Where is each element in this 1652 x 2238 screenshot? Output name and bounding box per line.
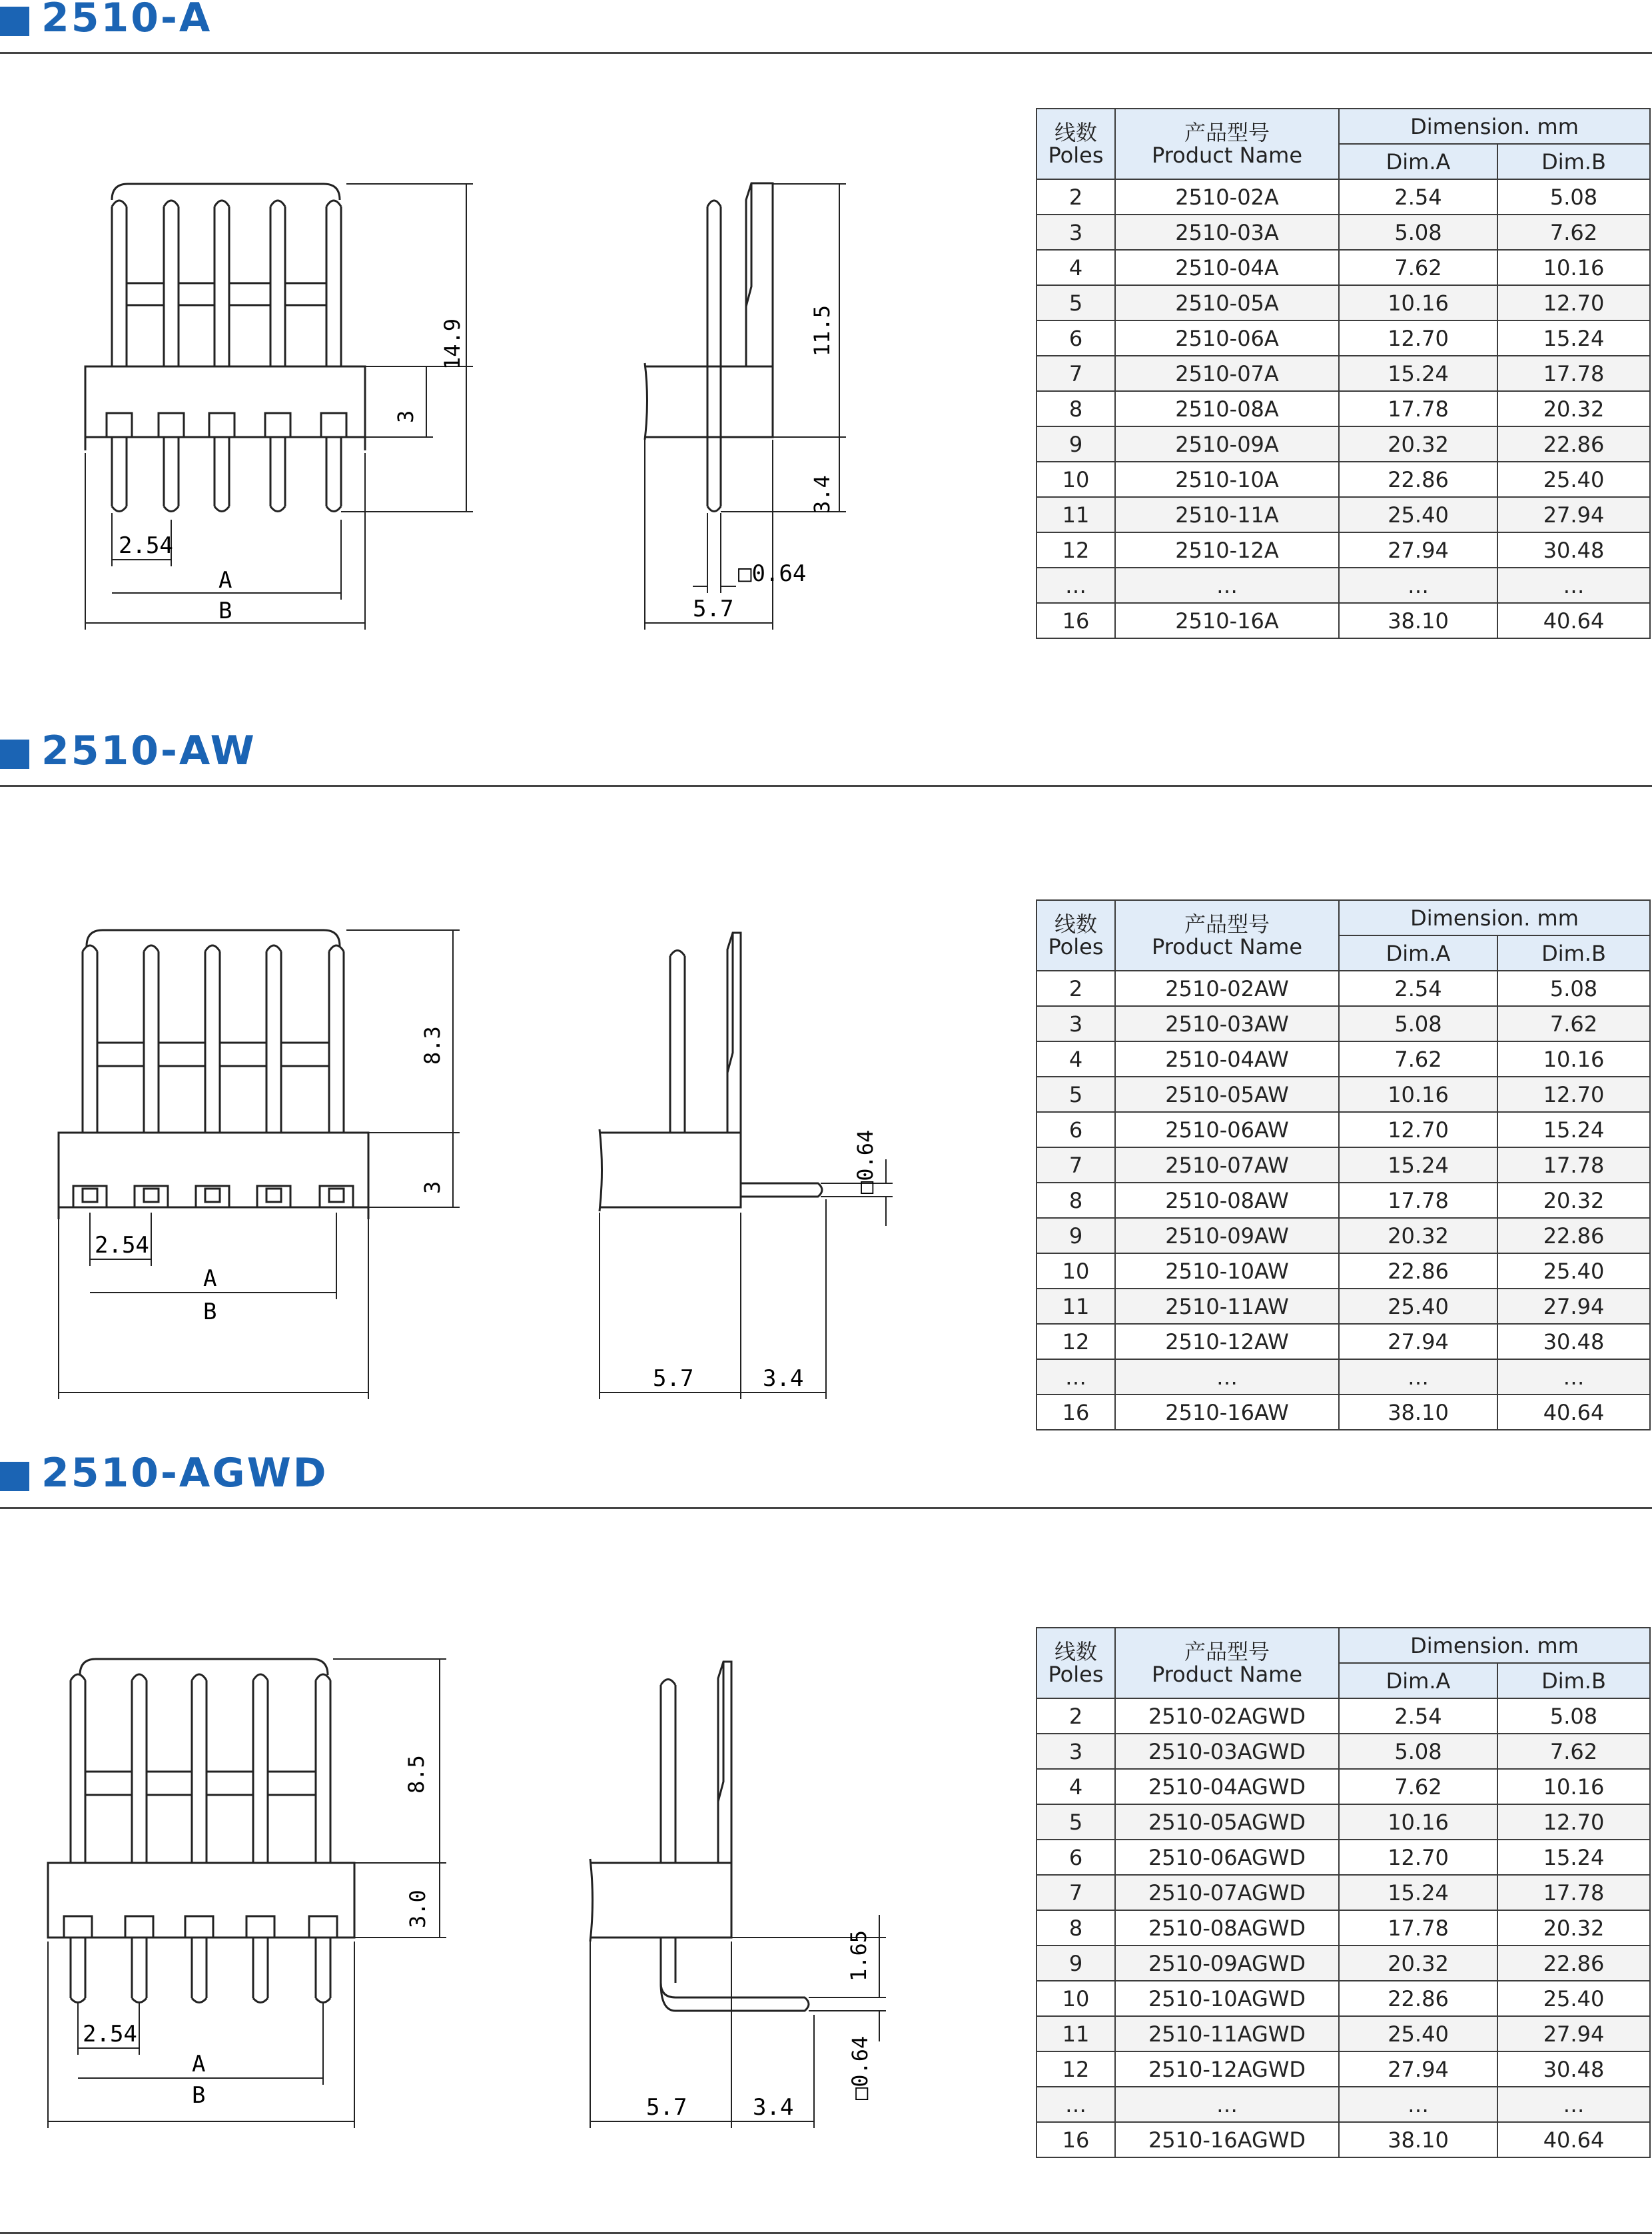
table-row bbox=[1036, 250, 1650, 285]
section-title: 2510-AGWD bbox=[41, 1450, 328, 1496]
table-row bbox=[1036, 179, 1650, 215]
cell-dim-b: 20.32 bbox=[1497, 1910, 1650, 1946]
section-title: 2510-A bbox=[41, 0, 212, 41]
cell-dim-a: 22.86 bbox=[1339, 1253, 1497, 1289]
cell-dim-b: 25.40 bbox=[1497, 1253, 1650, 1289]
cell-dim-b: 40.64 bbox=[1497, 603, 1650, 638]
table-row bbox=[1036, 320, 1650, 356]
table-row bbox=[1036, 2122, 1650, 2157]
header-dim-b: Dim.B bbox=[1497, 144, 1650, 179]
cell-dim-b: 15.24 bbox=[1497, 1840, 1650, 1875]
cell-product-name: 2510-06AW bbox=[1115, 1112, 1339, 1147]
cell-poles: 7 bbox=[1036, 1147, 1115, 1183]
cell-product-name: 2510-11A bbox=[1115, 497, 1339, 532]
cell-dim-a: 27.94 bbox=[1339, 532, 1497, 568]
cell-poles: 9 bbox=[1036, 1218, 1115, 1253]
dim-base-height: 3 bbox=[393, 410, 418, 423]
cell-dim-b: 30.48 bbox=[1497, 532, 1650, 568]
dim-pin-square: □0.64 bbox=[847, 2035, 873, 2100]
table-row bbox=[1036, 2051, 1650, 2087]
cell-dim-a: 25.40 bbox=[1339, 2016, 1497, 2051]
cell-dim-b: 27.94 bbox=[1497, 497, 1650, 532]
table-row bbox=[1036, 1253, 1650, 1289]
cell-dim-b: 5.08 bbox=[1497, 179, 1650, 215]
header-dim-b: Dim.B bbox=[1497, 1663, 1650, 1698]
table-row bbox=[1036, 1698, 1650, 1734]
cell-product-name: 2510-07AW bbox=[1115, 1147, 1339, 1183]
header-dim-a: Dim.A bbox=[1339, 935, 1497, 971]
dim-upper-height: 11.5 bbox=[809, 304, 835, 356]
table-row bbox=[1036, 603, 1650, 638]
table-body bbox=[1036, 179, 1650, 638]
cell-poles: 10 bbox=[1036, 462, 1115, 497]
section-2510-agwd bbox=[0, 1450, 1652, 2181]
header-dimension: Dimension. mm bbox=[1339, 1628, 1650, 1663]
section-header bbox=[0, 1450, 1652, 1510]
cell-product-name: 2510-04AW bbox=[1115, 1041, 1339, 1077]
cell-product-name: 2510-12AW bbox=[1115, 1324, 1339, 1359]
table-row bbox=[1036, 1981, 1650, 2016]
dim-a: A bbox=[192, 2051, 206, 2077]
dim-upper-height: 8.5 bbox=[404, 1755, 429, 1794]
table-body bbox=[1036, 1698, 1650, 2157]
section-divider bbox=[0, 52, 1652, 54]
cell-dim-b: … bbox=[1497, 2087, 1650, 2122]
cell-poles: 12 bbox=[1036, 532, 1115, 568]
cell-dim-a: 7.62 bbox=[1339, 250, 1497, 285]
cell-poles: 16 bbox=[1036, 603, 1115, 638]
section-2510-aw bbox=[0, 728, 1652, 1459]
cell-product-name: 2510-07A bbox=[1115, 356, 1339, 391]
table-row bbox=[1036, 497, 1650, 532]
cell-dim-b: 17.78 bbox=[1497, 1875, 1650, 1910]
cell-dim-b: 30.48 bbox=[1497, 2051, 1650, 2087]
table-row bbox=[1036, 1147, 1650, 1183]
cell-product-name: 2510-02AGWD bbox=[1115, 1698, 1339, 1734]
cell-dim-a: 2.54 bbox=[1339, 179, 1497, 215]
cell-product-name: 2510-12AGWD bbox=[1115, 2051, 1339, 2087]
dim-b: B bbox=[192, 2082, 206, 2109]
cell-dim-b: 10.16 bbox=[1497, 1769, 1650, 1804]
cell-dim-a: 38.10 bbox=[1339, 1395, 1497, 1430]
section-header bbox=[0, 0, 1652, 55]
cell-poles: 3 bbox=[1036, 1006, 1115, 1041]
cell-poles: … bbox=[1036, 2087, 1115, 2122]
cell-poles: 16 bbox=[1036, 2122, 1115, 2157]
dim-depth: 5.7 bbox=[646, 2094, 687, 2121]
cell-product-name: 2510-16AW bbox=[1115, 1395, 1339, 1430]
dim-depth: 5.7 bbox=[653, 1365, 694, 1392]
cell-dim-a: 5.08 bbox=[1339, 1006, 1497, 1041]
table-row bbox=[1036, 356, 1650, 391]
cell-product-name: 2510-08AW bbox=[1115, 1183, 1339, 1218]
cell-poles: 7 bbox=[1036, 1875, 1115, 1910]
cell-dim-a: 12.70 bbox=[1339, 1840, 1497, 1875]
cell-dim-b: 7.62 bbox=[1497, 1734, 1650, 1769]
cell-product-name: 2510-11AGWD bbox=[1115, 2016, 1339, 2051]
cell-dim-a: 38.10 bbox=[1339, 2122, 1497, 2157]
cell-dim-b: 22.86 bbox=[1497, 1946, 1650, 1981]
dim-upper-height: 8.3 bbox=[420, 1026, 445, 1065]
cell-poles: … bbox=[1036, 1359, 1115, 1395]
cell-product-name: … bbox=[1115, 2087, 1339, 2122]
cell-product-name: 2510-06AGWD bbox=[1115, 1840, 1339, 1875]
cell-poles: 11 bbox=[1036, 1289, 1115, 1324]
cell-product-name: … bbox=[1115, 1359, 1339, 1395]
cell-dim-b: 25.40 bbox=[1497, 462, 1650, 497]
cell-dim-b: 20.32 bbox=[1497, 391, 1650, 426]
cell-poles: 4 bbox=[1036, 250, 1115, 285]
cell-dim-a: 12.70 bbox=[1339, 320, 1497, 356]
cell-product-name: 2510-05AW bbox=[1115, 1077, 1339, 1112]
cell-poles: 11 bbox=[1036, 2016, 1115, 2051]
cell-poles: 16 bbox=[1036, 1395, 1115, 1430]
header-product-name: 产品型号 Product Name bbox=[1115, 900, 1339, 971]
cell-product-name: 2510-04AGWD bbox=[1115, 1769, 1339, 1804]
cell-dim-a: 17.78 bbox=[1339, 1910, 1497, 1946]
cell-dim-b: 40.64 bbox=[1497, 1395, 1650, 1430]
spec-table bbox=[1036, 108, 1651, 639]
cell-poles: 3 bbox=[1036, 215, 1115, 250]
table-row bbox=[1036, 1041, 1650, 1077]
cell-poles: 10 bbox=[1036, 1253, 1115, 1289]
table-row bbox=[1036, 1910, 1650, 1946]
dim-base-height: 3.0 bbox=[405, 1890, 430, 1928]
cell-dim-b: 27.94 bbox=[1497, 1289, 1650, 1324]
cell-product-name: 2510-03AGWD bbox=[1115, 1734, 1339, 1769]
cell-product-name: 2510-16AGWD bbox=[1115, 2122, 1339, 2157]
section-header bbox=[0, 728, 1652, 788]
cell-dim-b: 7.62 bbox=[1497, 215, 1650, 250]
dim-a: A bbox=[203, 1265, 217, 1292]
cell-product-name: 2510-03AW bbox=[1115, 1006, 1339, 1041]
table-row bbox=[1036, 1804, 1650, 1840]
cell-dim-b: 15.24 bbox=[1497, 1112, 1650, 1147]
cell-poles: 5 bbox=[1036, 285, 1115, 320]
cell-dim-a: 15.24 bbox=[1339, 356, 1497, 391]
cell-product-name: 2510-09AGWD bbox=[1115, 1946, 1339, 1981]
table-row bbox=[1036, 285, 1650, 320]
cell-dim-a: 2.54 bbox=[1339, 1698, 1497, 1734]
cell-dim-a: … bbox=[1339, 568, 1497, 603]
dim-a: A bbox=[218, 567, 232, 594]
header-dim-a: Dim.A bbox=[1339, 1663, 1497, 1698]
dim-tail: 3.4 bbox=[753, 2094, 794, 2121]
cell-product-name: 2510-05A bbox=[1115, 285, 1339, 320]
section-2510-a bbox=[0, 0, 1652, 726]
cell-product-name: 2510-08AGWD bbox=[1115, 1910, 1339, 1946]
cell-dim-a: 7.62 bbox=[1339, 1041, 1497, 1077]
cell-poles: 3 bbox=[1036, 1734, 1115, 1769]
table-row bbox=[1036, 1395, 1650, 1430]
header-product-name: 产品型号 Product Name bbox=[1115, 109, 1339, 179]
cell-dim-a: 5.08 bbox=[1339, 1734, 1497, 1769]
cell-dim-b: … bbox=[1497, 1359, 1650, 1395]
cell-dim-b: 27.94 bbox=[1497, 2016, 1650, 2051]
table-row bbox=[1036, 1769, 1650, 1804]
cell-poles: 5 bbox=[1036, 1077, 1115, 1112]
table-row bbox=[1036, 215, 1650, 250]
cell-poles: 11 bbox=[1036, 497, 1115, 532]
cell-product-name: 2510-02A bbox=[1115, 179, 1339, 215]
table-body bbox=[1036, 971, 1650, 1430]
dim-b: B bbox=[203, 1299, 217, 1325]
table-row bbox=[1036, 1077, 1650, 1112]
table-row bbox=[1036, 971, 1650, 1006]
cell-dim-b: 10.16 bbox=[1497, 250, 1650, 285]
cell-dim-a: 7.62 bbox=[1339, 1769, 1497, 1804]
cell-product-name: 2510-10AW bbox=[1115, 1253, 1339, 1289]
cell-dim-a: 20.32 bbox=[1339, 1946, 1497, 1981]
cell-dim-a: 25.40 bbox=[1339, 497, 1497, 532]
cell-product-name: 2510-07AGWD bbox=[1115, 1875, 1339, 1910]
cell-product-name: 2510-02AW bbox=[1115, 971, 1339, 1006]
cell-poles: 9 bbox=[1036, 1946, 1115, 1981]
cell-dim-a: 20.32 bbox=[1339, 426, 1497, 462]
cell-dim-b: 5.08 bbox=[1497, 971, 1650, 1006]
cell-dim-a: 17.78 bbox=[1339, 391, 1497, 426]
cell-poles: 2 bbox=[1036, 971, 1115, 1006]
cell-product-name: 2510-09A bbox=[1115, 426, 1339, 462]
header-dimension: Dimension. mm bbox=[1339, 900, 1650, 935]
spec-table bbox=[1036, 899, 1651, 1430]
cell-dim-b: 10.16 bbox=[1497, 1041, 1650, 1077]
cell-product-name: 2510-06A bbox=[1115, 320, 1339, 356]
cell-product-name: 2510-10AGWD bbox=[1115, 1981, 1339, 2016]
cell-dim-a: 38.10 bbox=[1339, 603, 1497, 638]
table-row bbox=[1036, 2087, 1650, 2122]
cell-poles: 5 bbox=[1036, 1804, 1115, 1840]
cell-dim-b: 15.24 bbox=[1497, 320, 1650, 356]
table-row bbox=[1036, 426, 1650, 462]
table-row bbox=[1036, 1359, 1650, 1395]
cell-poles: 6 bbox=[1036, 320, 1115, 356]
cell-poles: 2 bbox=[1036, 1698, 1115, 1734]
cell-poles: 6 bbox=[1036, 1840, 1115, 1875]
cell-product-name: 2510-09AW bbox=[1115, 1218, 1339, 1253]
dim-b: B bbox=[218, 598, 232, 624]
header-dimension: Dimension. mm bbox=[1339, 109, 1650, 144]
cell-poles: 8 bbox=[1036, 391, 1115, 426]
section-title: 2510-AW bbox=[41, 728, 256, 774]
table-row bbox=[1036, 1218, 1650, 1253]
cell-product-name: 2510-05AGWD bbox=[1115, 1804, 1339, 1840]
cell-poles: 12 bbox=[1036, 1324, 1115, 1359]
section-divider bbox=[0, 785, 1652, 787]
table-row bbox=[1036, 1289, 1650, 1324]
header-dim-a: Dim.A bbox=[1339, 144, 1497, 179]
table-row bbox=[1036, 391, 1650, 426]
dim-base-height: 3 bbox=[420, 1181, 445, 1194]
dim-pitch: 2.54 bbox=[95, 1232, 149, 1259]
table-row bbox=[1036, 462, 1650, 497]
dim-tail-height: 3.4 bbox=[809, 475, 835, 514]
cell-dim-a: 5.08 bbox=[1339, 215, 1497, 250]
cell-dim-b: 20.32 bbox=[1497, 1183, 1650, 1218]
cell-poles: 4 bbox=[1036, 1041, 1115, 1077]
section-divider bbox=[0, 1507, 1652, 1509]
table-row bbox=[1036, 1946, 1650, 1981]
table-row bbox=[1036, 1183, 1650, 1218]
cell-poles: 6 bbox=[1036, 1112, 1115, 1147]
section-marker-icon bbox=[0, 1462, 29, 1491]
cell-poles: 9 bbox=[1036, 426, 1115, 462]
header-poles: 线数 Poles bbox=[1036, 900, 1115, 971]
header-product-name: 产品型号 Product Name bbox=[1115, 1628, 1339, 1698]
cell-dim-a: 10.16 bbox=[1339, 285, 1497, 320]
table-row bbox=[1036, 1112, 1650, 1147]
cell-dim-b: 25.40 bbox=[1497, 1981, 1650, 2016]
cell-dim-a: 12.70 bbox=[1339, 1112, 1497, 1147]
cell-poles: 8 bbox=[1036, 1183, 1115, 1218]
page-bottom-divider bbox=[0, 2232, 1652, 2234]
cell-poles: 8 bbox=[1036, 1910, 1115, 1946]
cell-product-name: 2510-16A bbox=[1115, 603, 1339, 638]
dim-total-height: 14.9 bbox=[440, 318, 465, 370]
cell-dim-b: 40.64 bbox=[1497, 2122, 1650, 2157]
cell-poles: 10 bbox=[1036, 1981, 1115, 2016]
cell-dim-b: 5.08 bbox=[1497, 1698, 1650, 1734]
dim-tail: 3.4 bbox=[763, 1365, 804, 1392]
table-row bbox=[1036, 1324, 1650, 1359]
cell-dim-b: 22.86 bbox=[1497, 1218, 1650, 1253]
cell-product-name: … bbox=[1115, 568, 1339, 603]
cell-dim-a: 20.32 bbox=[1339, 1218, 1497, 1253]
dim-offset: 1.65 bbox=[846, 1930, 871, 1981]
table-row bbox=[1036, 2016, 1650, 2051]
cell-poles: 2 bbox=[1036, 179, 1115, 215]
cell-product-name: 2510-03A bbox=[1115, 215, 1339, 250]
cell-dim-b: 17.78 bbox=[1497, 356, 1650, 391]
dim-pitch: 2.54 bbox=[83, 2021, 137, 2047]
dim-depth: 5.7 bbox=[693, 596, 734, 622]
cell-dim-a: 10.16 bbox=[1339, 1077, 1497, 1112]
cell-dim-b: … bbox=[1497, 568, 1650, 603]
drawing-2510-agwd bbox=[0, 1510, 999, 2176]
cell-dim-b: 22.86 bbox=[1497, 426, 1650, 462]
cell-product-name: 2510-08A bbox=[1115, 391, 1339, 426]
cell-dim-a: 15.24 bbox=[1339, 1147, 1497, 1183]
cell-dim-a: 27.94 bbox=[1339, 1324, 1497, 1359]
header-poles: 线数 Poles bbox=[1036, 1628, 1115, 1698]
cell-product-name: 2510-11AW bbox=[1115, 1289, 1339, 1324]
cell-dim-b: 17.78 bbox=[1497, 1147, 1650, 1183]
cell-dim-a: 15.24 bbox=[1339, 1875, 1497, 1910]
dim-pin-square: □0.64 bbox=[738, 560, 807, 587]
header-dim-b: Dim.B bbox=[1497, 935, 1650, 971]
cell-dim-a: 17.78 bbox=[1339, 1183, 1497, 1218]
cell-poles: 4 bbox=[1036, 1769, 1115, 1804]
cell-dim-a: 22.86 bbox=[1339, 1981, 1497, 2016]
table-row bbox=[1036, 532, 1650, 568]
cell-product-name: 2510-12A bbox=[1115, 532, 1339, 568]
header-poles: 线数 Poles bbox=[1036, 109, 1115, 179]
cell-dim-a: … bbox=[1339, 1359, 1497, 1395]
cell-product-name: 2510-10A bbox=[1115, 462, 1339, 497]
cell-dim-b: 12.70 bbox=[1497, 1804, 1650, 1840]
cell-dim-a: 25.40 bbox=[1339, 1289, 1497, 1324]
drawing-2510-a bbox=[0, 55, 999, 721]
cell-dim-b: 30.48 bbox=[1497, 1324, 1650, 1359]
cell-dim-b: 12.70 bbox=[1497, 285, 1650, 320]
cell-dim-a: 22.86 bbox=[1339, 462, 1497, 497]
section-marker-icon bbox=[0, 740, 29, 769]
table-row bbox=[1036, 1875, 1650, 1910]
table-row bbox=[1036, 1734, 1650, 1769]
section-marker-icon bbox=[0, 7, 29, 36]
cell-product-name: 2510-04A bbox=[1115, 250, 1339, 285]
spec-table bbox=[1036, 1627, 1651, 2158]
cell-dim-a: 27.94 bbox=[1339, 2051, 1497, 2087]
table-row bbox=[1036, 1840, 1650, 1875]
cell-poles: 7 bbox=[1036, 356, 1115, 391]
cell-dim-b: 12.70 bbox=[1497, 1077, 1650, 1112]
dim-pin-square: □0.64 bbox=[853, 1129, 878, 1194]
cell-poles: … bbox=[1036, 568, 1115, 603]
dim-pitch: 2.54 bbox=[119, 532, 173, 559]
cell-dim-b: 7.62 bbox=[1497, 1006, 1650, 1041]
cell-dim-a: … bbox=[1339, 2087, 1497, 2122]
table-row bbox=[1036, 1006, 1650, 1041]
table-row bbox=[1036, 568, 1650, 603]
cell-dim-a: 10.16 bbox=[1339, 1804, 1497, 1840]
drawing-2510-aw bbox=[0, 788, 999, 1454]
cell-poles: 12 bbox=[1036, 2051, 1115, 2087]
cell-dim-a: 2.54 bbox=[1339, 971, 1497, 1006]
